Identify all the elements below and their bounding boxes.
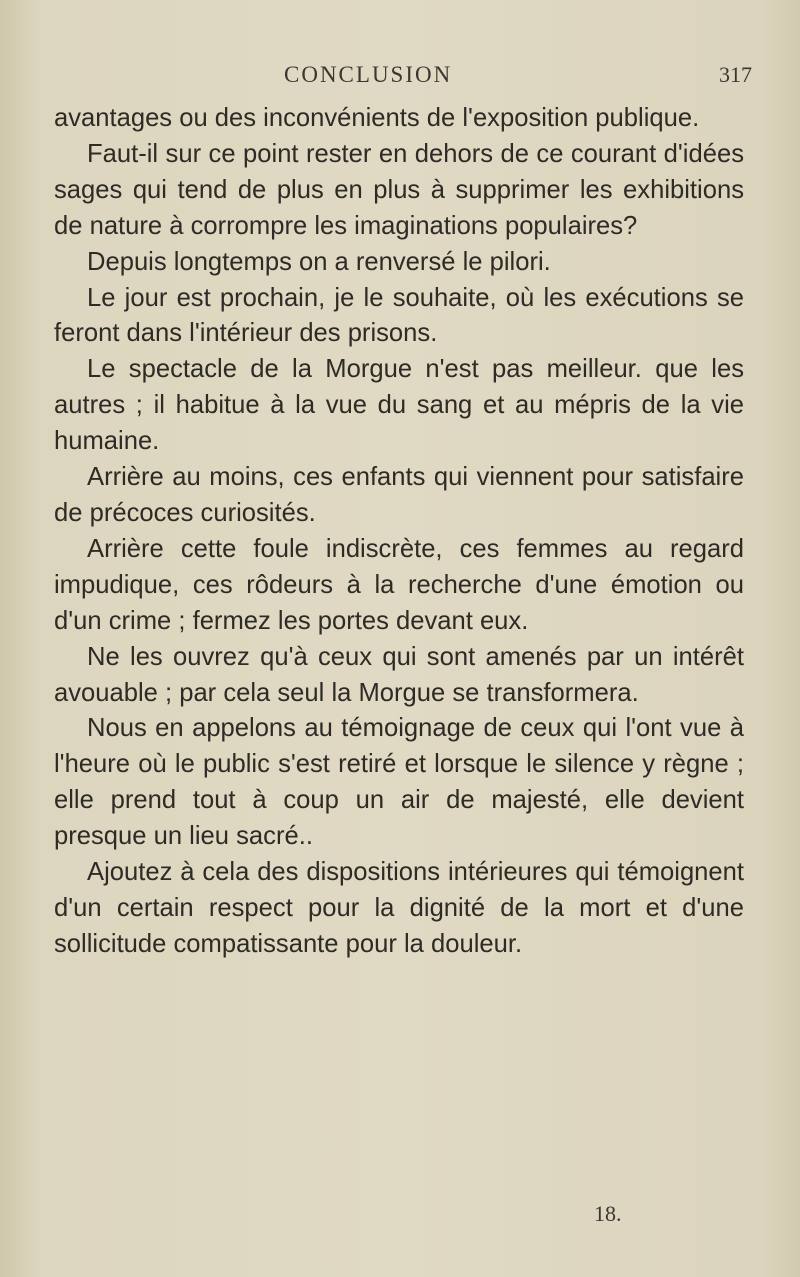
signature-mark: 18.: [594, 1201, 622, 1226]
paragraph: Faut-il sur ce point rester en dehors de ce courant d'idées sages qui tend de plus en plus à supprimer les exhibitions de nature à corrompre les imaginations populaires?: [54, 139, 744, 240]
paragraph: Depuis longtemps on a renversé le pilori.: [87, 247, 551, 276]
paragraph: avantages ou des inconvénients de l'exposition publique.: [54, 104, 700, 132]
body-text: [54, 101, 744, 963]
page-number: 317: [719, 62, 752, 87]
page-header: [0, 62, 800, 92]
paragraph: Nous en appelons au témoignage de ceux qui l'ont vue à l'heure où le public s'est retiré et lorsque le silence y règne ; elle prend tout à coup un air de majesté, elle devient presque un lieu sacré..: [54, 714, 744, 851]
paragraph: Arrière au moins, ces enfants qui viennent pour satisfaire de précoces curiosités.: [54, 463, 744, 527]
paragraph: Le spectacle de la Morgue n'est pas meilleur. que les autres ; il habitue à la vue du sang et au mépris de la vie humaine.: [54, 355, 744, 456]
running-head: CONCLUSION: [284, 62, 453, 87]
paragraph: Ne les ouvrez qu'à ceux qui sont amenés par un intérêt avouable ; par cela seul la Morgue se transformera.: [54, 642, 744, 707]
paragraph: Ajoutez à cela des dispositions intérieures qui témoignent d'un certain respect pour la dignité de la mort et d'une sollicitude compatissante pour la douleur.: [54, 858, 744, 958]
paragraph: Arrière cette foule indiscrète, ces femmes au regard impudique, ces rôdeurs à la recherche d'une émotion ou d'un crime ; fermez les portes devant eux.: [54, 534, 744, 635]
paragraph: Le jour est prochain, je le souhaite, où les exécutions se feront dans l'intérieur des prisons.: [54, 283, 744, 348]
